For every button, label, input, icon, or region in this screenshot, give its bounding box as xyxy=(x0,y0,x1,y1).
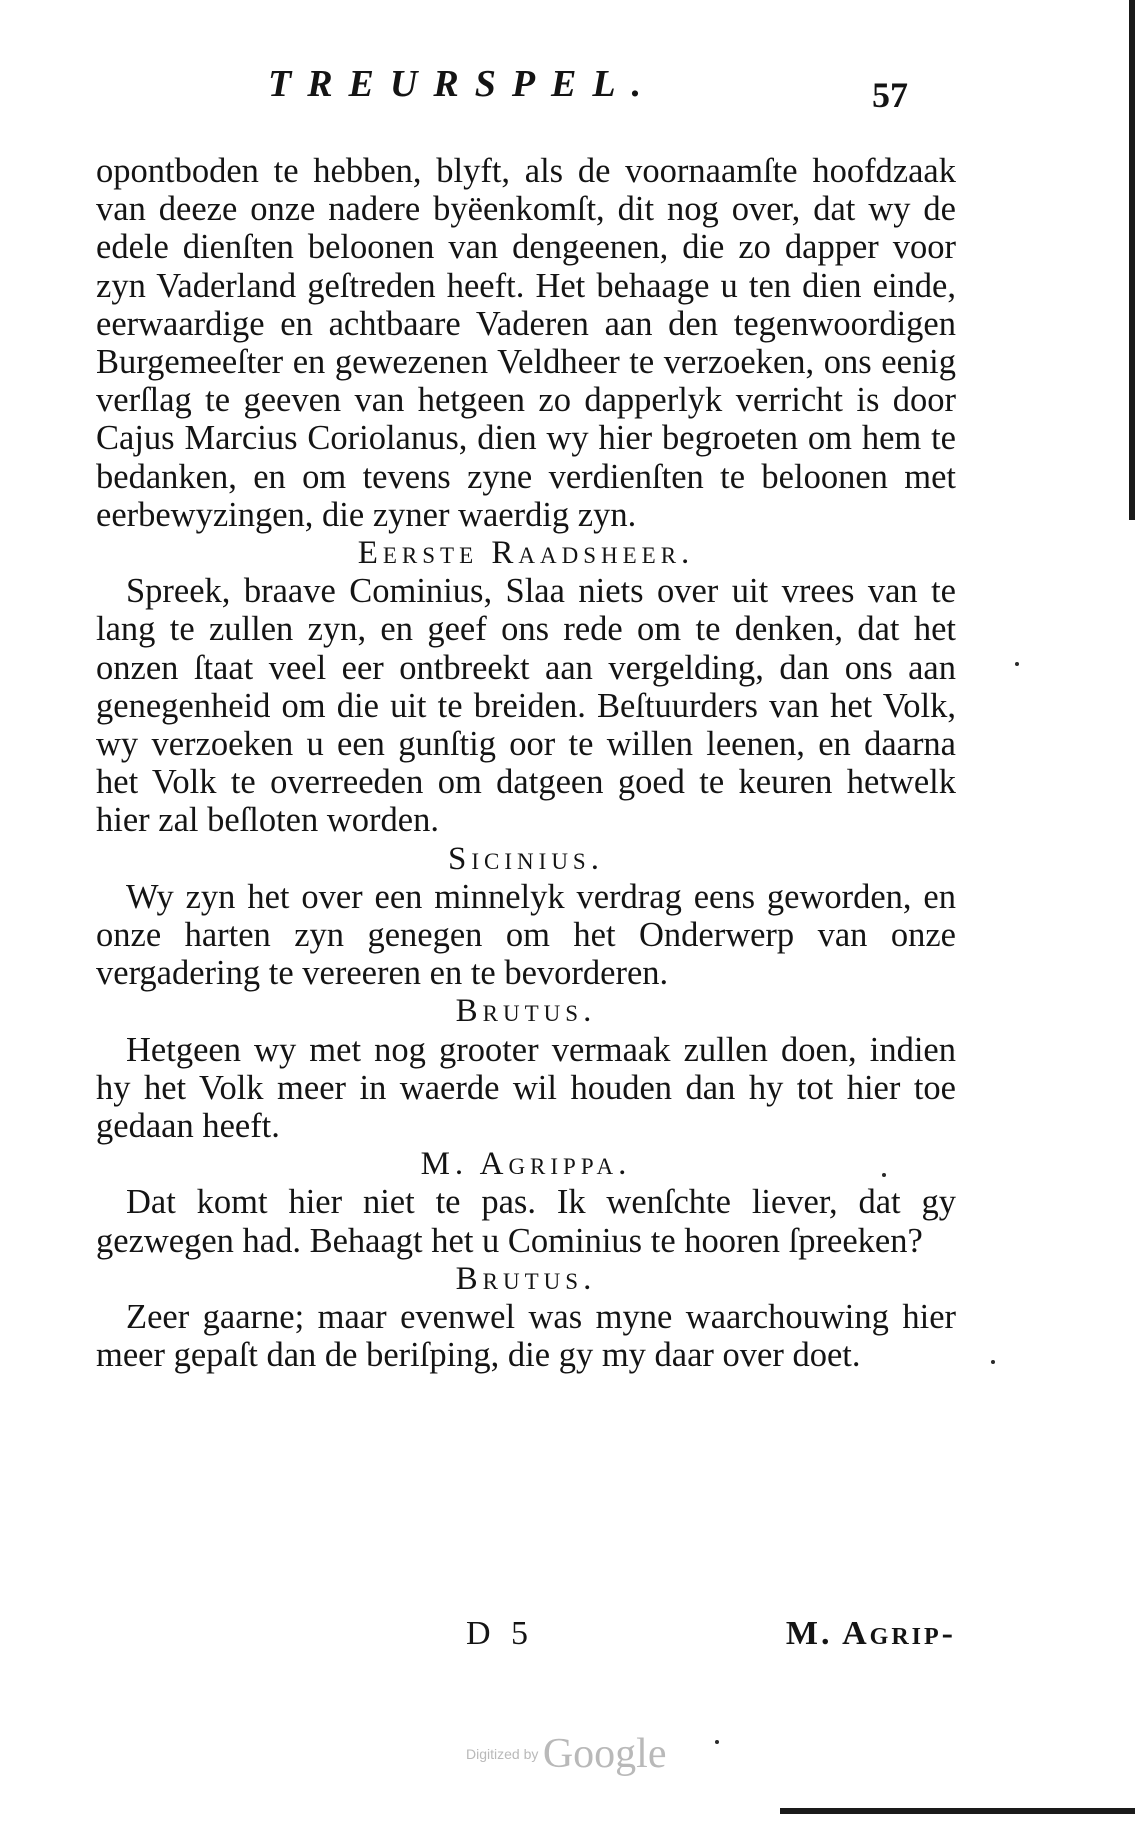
speaker-heading: Sicinius. xyxy=(448,840,604,877)
paragraph-opening: opontboden te hebben, blyft, als de voornaamſte hoofdzaak van deeze onze nadere byëenkomſt, dit nog over, dat wy de edele dienſten beloonen van dengeenen, die zo dapper voor zyn Vaderland geſtreden heeft. Het behaage u ten dien einde, eerwaardige en achtbaare Vaderen aan den tegenwoordigen Burgemeeſter en gewezenen Veldheer te verzoeken, ons eenig verſlag te geeven van hetgeen zo dapperlyk verricht is door Cajus Marcius Coriolanus, dien wy hier begroeten om hem te bedanken, en om tevens zyne verdienſten te beloonen met eerbewyzingen, die zyner waerdig zyn. xyxy=(96,152,956,534)
speaker-heading: Brutus. xyxy=(455,993,597,1030)
body-text xyxy=(96,152,956,1375)
speaker-heading: Eerste Raadsheer. xyxy=(357,535,695,572)
paragraph-speech: Dat komt hier niet te pas. Ik wenſchte liever, dat gy gezwegen had. Behaagt het u Cominius te hooren ſpreeken? xyxy=(96,1183,956,1260)
page-number: 57 xyxy=(872,75,908,115)
ink-speck xyxy=(882,1173,886,1177)
ink-speck xyxy=(1015,662,1019,666)
watermark-prefix: Digitized by xyxy=(466,1746,539,1762)
paragraph-speech: Hetgeen wy met nog grooter vermaak zullen doen, indien hy het Volk meer in waerde wil houden dan hy tot hier toe gedaan heeft. xyxy=(96,1030,956,1146)
ink-speck xyxy=(715,1740,719,1744)
paragraph-speech: Spreek, braave Cominius, Slaa niets over uit vrees van te lang te zullen zyn, en geef ons rede om te denken, dat het onzen ſtaat veel eer ontbreekt aan vergelding, dan ons aan genegenheid om die uit te breiden. Beſtuurders van het Volk, wy verzoeken u een gunſtig oor te willen leenen, en daarna het Volk te overreeden om datgeen goed te keuren hetwelk hier zal beſloten worden. xyxy=(96,572,956,840)
scan-edge-rule xyxy=(780,1808,1135,1814)
watermark-brand: Google xyxy=(542,1731,667,1777)
speaker-heading: Brutus. xyxy=(455,1260,597,1297)
catchword: M. Agrip- xyxy=(785,1615,956,1652)
running-head: TREURSPEL. xyxy=(268,63,658,105)
digitization-watermark xyxy=(466,1730,666,1778)
page-edge-shadow xyxy=(1129,0,1135,520)
signature-mark: D 5 xyxy=(466,1615,535,1652)
speaker-heading: M. Agrippa. xyxy=(420,1146,632,1183)
paragraph-speech: Wy zyn het over een minnelyk verdrag eens geworden, en onze harten zyn genegen om het Onderwerp van onze vergadering te vereeren en te bevorderen. xyxy=(96,877,956,993)
page-footer xyxy=(96,1615,956,1659)
ink-speck xyxy=(991,1360,995,1364)
paragraph-speech: Zeer gaarne; maar evenwel was myne waarchouwing hier meer gepaſt dan de beriſping, die gy my daar over doet. xyxy=(96,1298,956,1375)
